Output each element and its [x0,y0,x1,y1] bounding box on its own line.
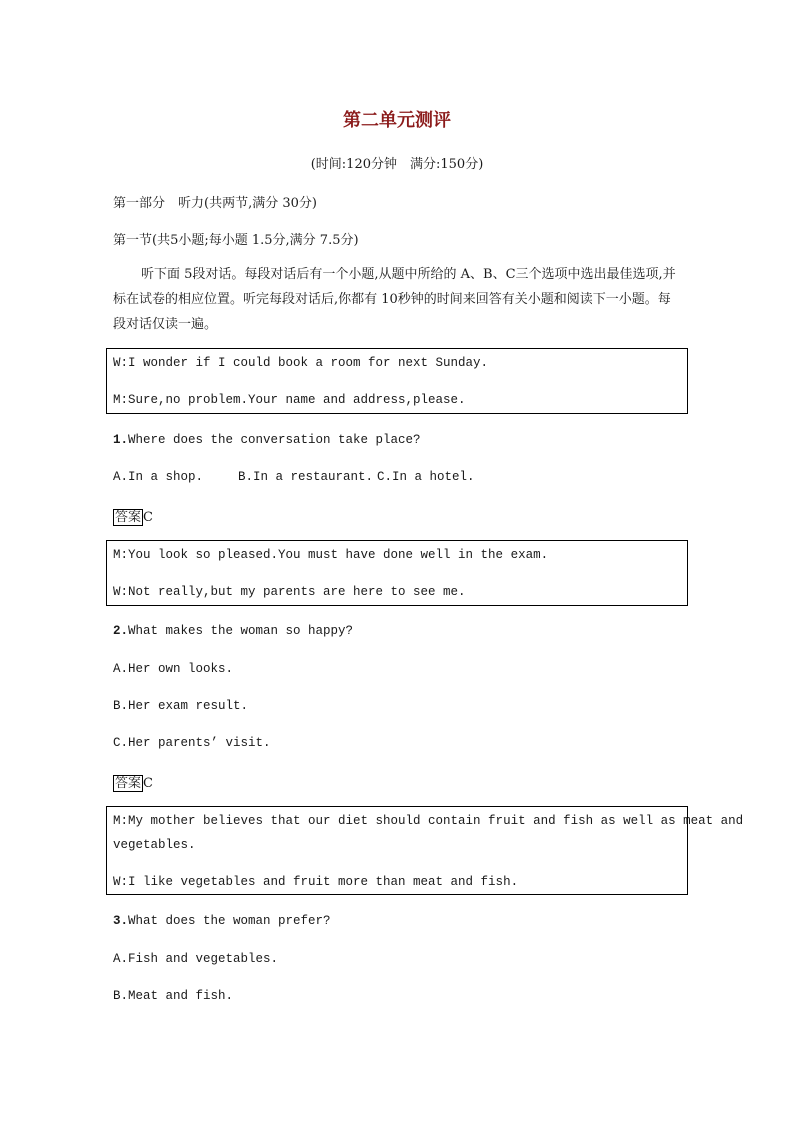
question-number: 3. [113,914,129,928]
options-row [113,470,475,484]
question-text: Where does the conversation take place? [128,433,421,447]
answer-label: 答案 [115,776,142,791]
dialogue-line: M:My mother believes that our diet should contain fruit and fish as well as meat and [113,814,744,828]
dialogue-line: W:I wonder if I could book a room for next Sunday. [113,356,489,370]
question-number: 1. [113,433,129,447]
dialogue-line: W:Not really,but my parents are here to see me. [113,585,466,599]
option-a: A.Fish and vegetables. [113,952,279,966]
option-b: B.Her exam result. [113,699,249,713]
option-b: B.Meat and fish. [113,989,234,1003]
part-heading: 第一部分 听力(共两节,满分 30分) [113,196,317,211]
answer [113,772,153,791]
dialogue-line: M:You look so pleased.You must have done well in the exam. [113,548,549,562]
option-c: C.In a hotel. [377,470,475,484]
answer [113,506,153,525]
option-a: A.In a shop. [113,470,204,484]
dialogue-box [106,348,688,414]
dialogue-box [106,806,744,895]
page-title: 第二单元测评 [343,110,451,131]
question [113,433,421,447]
option-a: A.Her own looks. [113,662,234,676]
option-c: C.Her parents’ visit. [113,736,271,750]
exam-info: (时间:120分钟 满分:150分) [310,157,484,172]
answer-value: C [143,510,153,525]
question [113,624,353,638]
question-number: 2. [113,624,129,638]
question-text: What makes the woman so happy? [128,624,354,638]
dialogue-box [106,540,688,606]
option-b: B.In a restaurant. [238,470,374,484]
question-text: What does the woman prefer? [128,914,331,928]
dialogue-line: M:Sure,no problem.Your name and address,please. [113,393,466,407]
dialogue-line: W:I like vegetables and fruit more than meat and fish. [113,875,519,889]
dialogue-line: vegetables. [113,838,196,852]
instructions: 听下面 5段对话。每段对话后有一个小题,从题中所给的 A、B、C三个选项中选出最佳选项,并标在试卷的相应位置。听完每段对话后,你都有 10秒钟的时间来回答有关小题和阅读下一小题。每段对话仅读一遍。 [113,267,676,332]
answer-label: 答案 [115,510,142,525]
question [113,914,331,928]
section-heading: 第一节(共5小题;每小题 1.5分,满分 7.5分) [113,233,359,248]
answer-value: C [143,776,153,791]
